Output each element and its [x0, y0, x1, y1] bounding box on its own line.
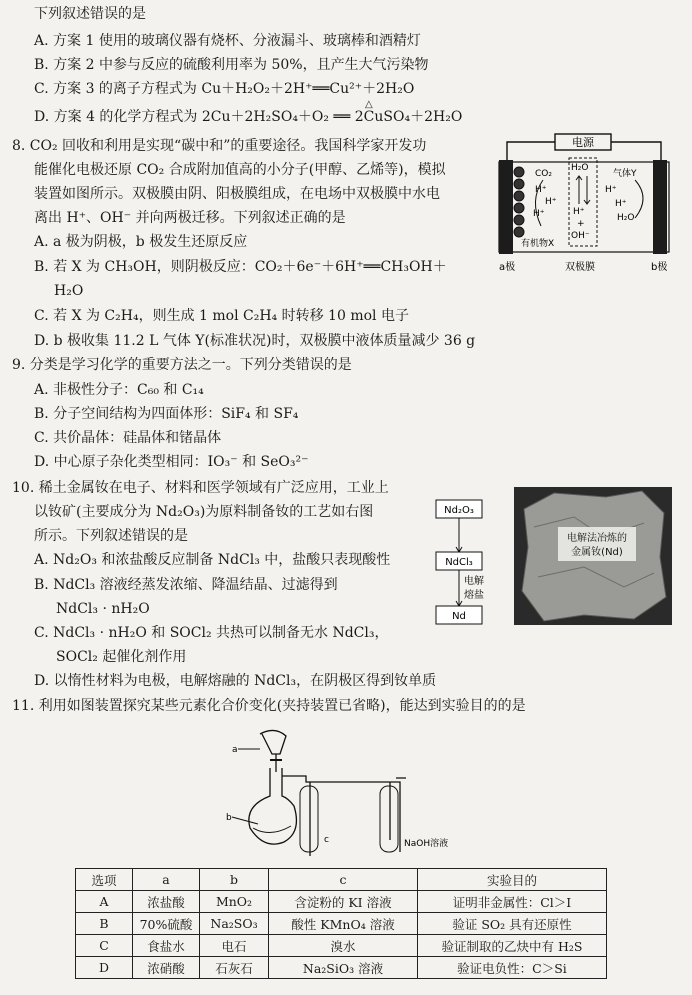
cell-purpose: 证明非金属性：Cl＞I	[418, 891, 607, 913]
cell-a: 浓硝酸	[133, 957, 200, 979]
photo-label-line1: 电解法冶炼的	[567, 533, 627, 544]
q10-option-a: A. Nd₂O₃ 和浓盐酸反应制备 NdCl₃ 中，盐酸只表现酸性	[34, 552, 391, 568]
wire-left	[507, 142, 555, 162]
q8-option-b-line2: H₂O	[54, 283, 84, 299]
cell-b: 石灰石	[200, 957, 269, 979]
electrode-a	[499, 160, 513, 254]
cell-option: D	[76, 957, 133, 979]
cell-b: Na₂SO₃	[200, 913, 269, 935]
cell-c: 酸性 KMnO₄ 溶液	[269, 913, 418, 935]
q8-stem-line1: 8. CO₂ 回收和利用是实现“碳中和”的重要途径。我国科学家开发功	[12, 138, 427, 154]
q10-option-d: D. 以惰性材料为电极，电解熔融的 NdCl₃，在阴极区得到钕单质	[34, 673, 437, 689]
flow-nd: Nd	[452, 611, 466, 622]
flow-arrow-2	[456, 570, 462, 606]
q9-option-d: D. 中心原子杂化类型相同：IO₃⁻ 和 SeO₃²⁻	[34, 454, 309, 470]
cell-c: 含淀粉的 KI 溶液	[269, 891, 418, 913]
table-header-row	[76, 869, 607, 891]
curved-arrow-right-icon	[635, 180, 643, 218]
q10-stem-line3: 所示。下列叙述错误的是	[34, 528, 188, 544]
cell-b: MnO₂	[200, 891, 269, 913]
electrode-b	[653, 160, 667, 254]
q9-option-c: C. 共价晶体：硅晶体和锗晶体	[34, 430, 222, 446]
cell-purpose: 验证电负性：C＞Si	[418, 957, 607, 979]
cell-option: B	[76, 913, 133, 935]
fig-h2o-top: H₂O	[571, 163, 589, 173]
fig-b-pole: b极	[651, 262, 668, 273]
cell-purpose: 验证制取的乙炔中有 H₂S	[418, 935, 607, 957]
test-tube-c	[300, 786, 318, 852]
q8-stem-line3: 装置如图所示。双极膜由阴、阳极膜组成，在电场中双极膜中水电	[34, 186, 440, 202]
wire-right	[611, 142, 661, 162]
q8-option-c: C. 若 X 为 C₂H₄，则生成 1 mol C₂H₄ 时转移 10 mol 电子	[34, 308, 409, 324]
q9-option-a: A. 非极性分子：C₆₀ 和 C₁₄	[34, 382, 204, 398]
q11-stem: 11. 利用如图装置探究某些元素化合价变化(夹持装置已省略)，能达到实验目的的是	[12, 698, 526, 714]
fig-oh: OH⁻	[571, 231, 590, 241]
fig-membrane-label: 双极膜	[565, 262, 595, 273]
label-c: c	[324, 835, 329, 845]
q10-stem-line2: 以钕矿(主要成分为 Nd₂O₃)为原料制备钕的工艺如右图	[34, 504, 374, 520]
q8-option-d: D. b 极收集 11.2 L 气体 Y(标准状况)时，双极膜中液体质量减少 36 g	[34, 333, 476, 349]
arrow-down-icon	[584, 176, 590, 204]
separatory-funnel	[260, 730, 286, 772]
q7-heat-symbol: △	[365, 99, 373, 110]
table-row	[76, 913, 607, 935]
cell-a: 浓盐酸	[133, 891, 200, 913]
header-a: a	[133, 869, 200, 891]
test-tube-naoh	[380, 786, 398, 852]
delivery-tube	[282, 776, 406, 856]
arrow-up-icon	[576, 176, 582, 204]
cell-c: Na₂SiO₃ 溶液	[269, 957, 418, 979]
q7-option-c: C. 方案 3 的离子方程式为 Cu＋H₂O₂＋2H⁺══Cu²⁺＋2H₂O	[34, 81, 415, 97]
cell-b: 电石	[200, 935, 269, 957]
table-row	[76, 891, 607, 913]
header-c: c	[269, 869, 418, 891]
cell-a: 食盐水	[133, 935, 200, 957]
fig-h-e: H⁺	[605, 185, 617, 195]
table-row	[76, 935, 607, 957]
power-label: 电源	[572, 136, 594, 149]
fig-plus: +	[577, 219, 585, 229]
q8-electrolysis-diagram	[485, 130, 685, 280]
fig-h-d: H⁺	[573, 207, 585, 217]
fig-h-b: H⁺	[545, 197, 557, 207]
fig-co2: CO₂	[535, 169, 552, 179]
q7-option-d: D. 方案 4 的化学方程式为 2Cu＋2H₂SO₄＋O₂ ══ 2CuSO₄＋2H₂O	[34, 109, 463, 125]
fig-h-c: H⁺	[533, 209, 545, 219]
header-b: b	[200, 869, 269, 891]
cell-purpose: 验证 SO₂ 具有还原性	[418, 913, 607, 935]
header-option: 选项	[76, 869, 133, 891]
q8-option-a: A. a 极为阴极，b 极发生还原反应	[34, 234, 248, 250]
flow-label-molten-salt: 熔盐	[464, 590, 484, 601]
q9-option-b: B. 分子空间结构为四面体形：SiF₄ 和 SF₄	[34, 406, 299, 422]
fig-organic-x: 有机物X	[521, 239, 555, 249]
q10-process-flow	[430, 496, 510, 632]
fig-a-pole: a极	[499, 262, 516, 273]
flow-ndcl3: NdCl₃	[445, 557, 473, 568]
header-purpose: 实验目的	[418, 869, 607, 891]
fig-h-a: H⁺	[535, 185, 547, 195]
fig-gas-y: 气体Y	[613, 169, 637, 179]
flow-arrow-1	[456, 518, 462, 552]
q8-option-b-line1: B. 若 X 为 CH₃OH，则阴极反应：CO₂＋6e⁻＋6H⁺══CH₃OH＋	[34, 259, 447, 275]
neodymium-metal-photo	[514, 487, 672, 625]
q10-option-b-line1: B. NdCl₃ 溶液经蒸发浓缩、降温结晶、过滤得到	[34, 577, 338, 593]
cell-option: A	[76, 891, 133, 913]
cell-a: 70%硫酸	[133, 913, 200, 935]
label-naoh: NaOH溶液	[404, 839, 449, 849]
q7-stem: 下列叙述错误的是	[34, 6, 146, 22]
q11-apparatus-diagram	[220, 720, 480, 860]
table-row	[76, 957, 607, 979]
catalyst-beads	[514, 167, 524, 237]
q7-option-b: B. 方案 2 中参与反应的硫酸利用率为 50%，且产生大气污染物	[34, 57, 429, 73]
q7-option-a: A. 方案 1 使用的玻璃仪器有烧杯、分液漏斗、玻璃棒和酒精灯	[34, 33, 421, 49]
flow-label-electrolysis: 电解	[464, 576, 484, 587]
cell-c: 溴水	[269, 935, 418, 957]
photo-label-line2: 金属钕(Nd)	[571, 547, 623, 558]
q8-stem-line4: 离出 H⁺、OH⁻ 并向两极迁移。下列叙述正确的是	[34, 210, 346, 226]
label-a: a	[232, 745, 238, 755]
q10-option-b-line2: NdCl₃ · nH₂O	[56, 601, 150, 617]
q10-option-c-line1: C. NdCl₃ · nH₂O 和 SOCl₂ 共热可以制备无水 NdCl₃，	[34, 625, 389, 641]
q10-stem-line1: 10. 稀土金属钕在电子、材料和医学领域有广泛应用，工业上	[12, 480, 389, 496]
q8-stem-line2: 能催化电极还原 CO₂ 合成附加值高的小分子(甲醇、乙烯等)，模拟	[34, 162, 446, 178]
q10-option-c-line2: SOCl₂ 起催化剂作用	[56, 649, 187, 665]
label-b: b	[226, 813, 232, 823]
flow-nd2o3: Nd₂O₃	[444, 505, 474, 516]
fig-h-f: H⁺	[615, 199, 627, 209]
q11-options-table	[75, 868, 607, 979]
fig-h2o-right: H₂O	[617, 213, 635, 223]
cell-option: C	[76, 935, 133, 957]
q9-stem: 9. 分类是学习化学的重要方法之一。下列分类错误的是	[12, 357, 352, 373]
